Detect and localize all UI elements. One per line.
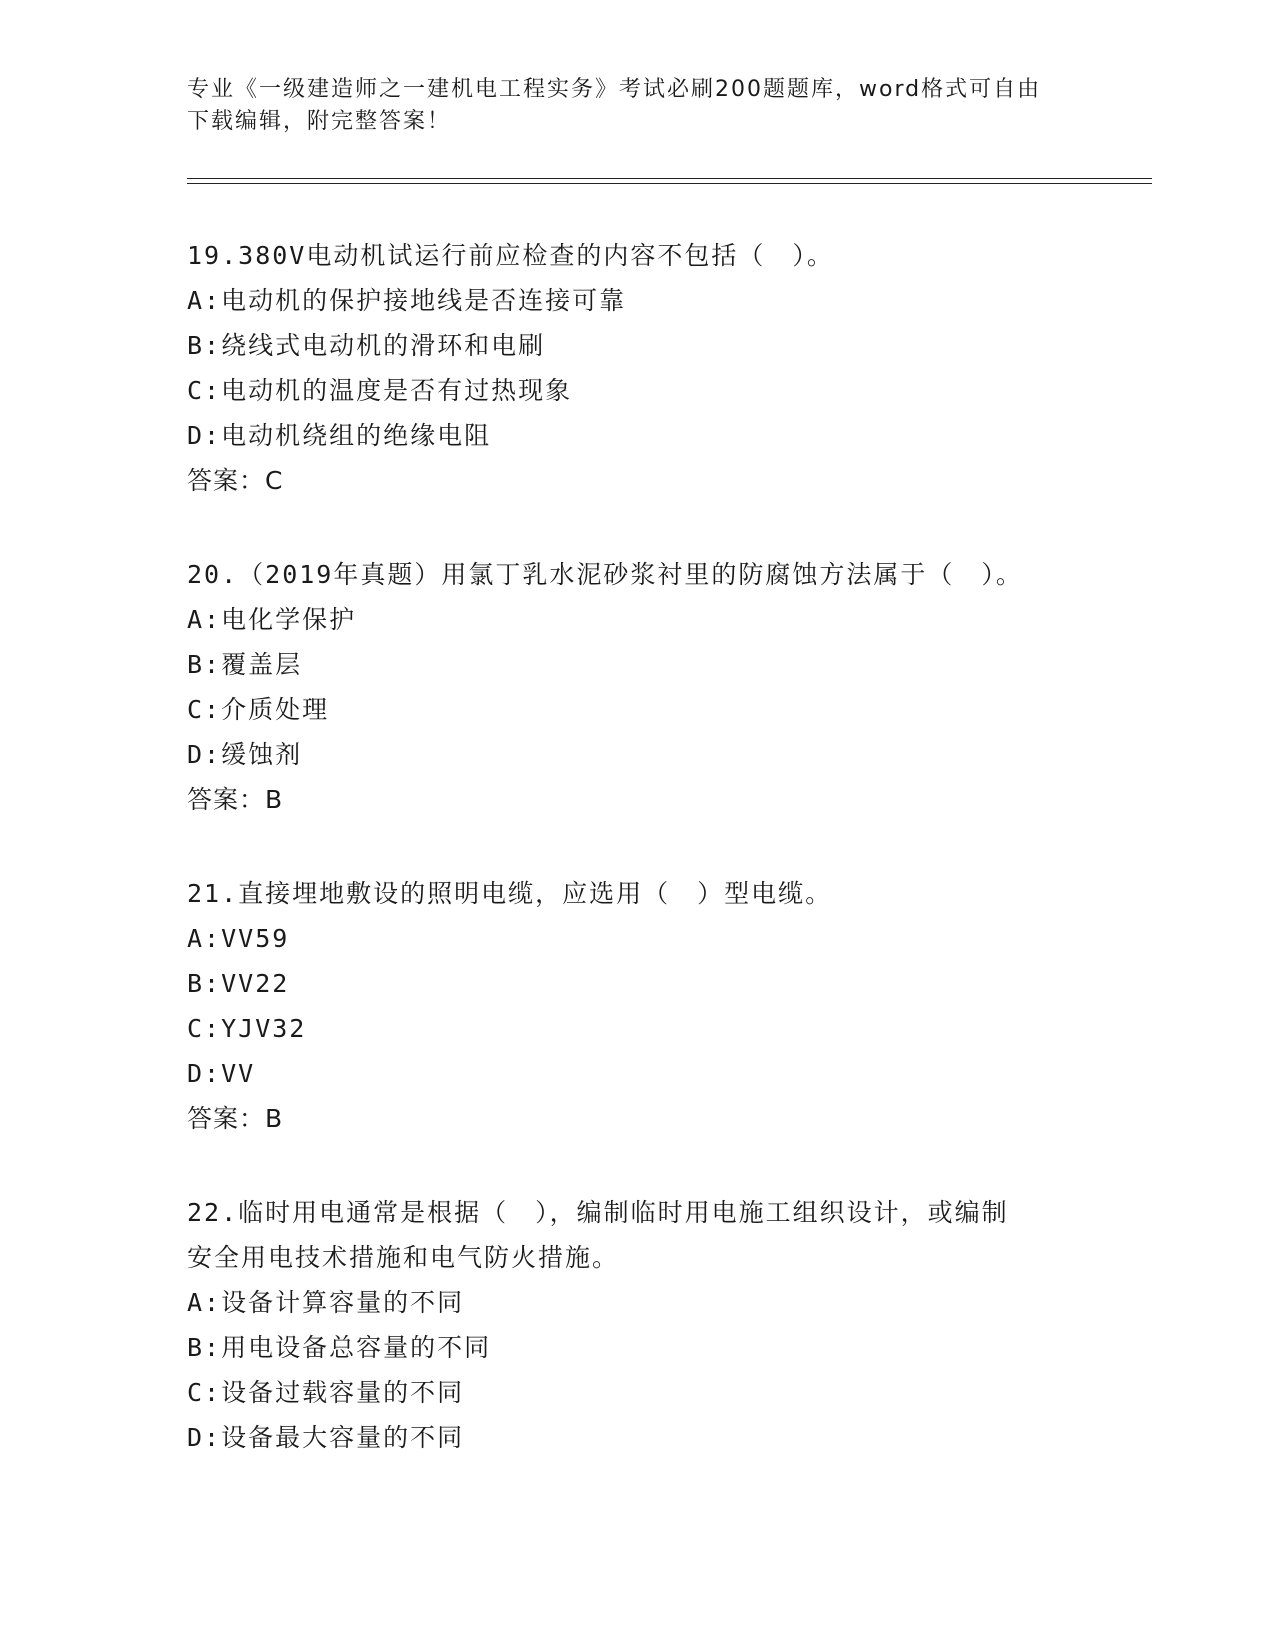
question-20 bbox=[187, 552, 1127, 822]
question-22 bbox=[187, 1190, 1127, 1460]
option-a: A:设备计算容量的不同 bbox=[187, 1288, 465, 1317]
option-d: D:VV bbox=[187, 1059, 256, 1088]
header-line-1: 专业《一级建造师之一建机电工程实务》考试必刷200题题库，word格式可自由 bbox=[187, 77, 1042, 102]
option-a: A:电动机的保护接地线是否连接可靠 bbox=[187, 286, 627, 315]
header-divider-bottom bbox=[187, 183, 1152, 184]
option-d: D:缓蚀剂 bbox=[187, 740, 303, 769]
option-b: B:绕线式电动机的滑环和电刷 bbox=[187, 331, 546, 360]
option-b: B:VV22 bbox=[187, 969, 290, 998]
answer: 答案：C bbox=[187, 466, 284, 495]
option-c: C:电动机的温度是否有过热现象 bbox=[187, 376, 573, 405]
option-b: B:用电设备总容量的不同 bbox=[187, 1333, 492, 1362]
question-stem: 21.直接埋地敷设的照明电缆，应选用（ ）型电缆。 bbox=[187, 879, 833, 908]
question-stem: 20.（2019年真题）用氯丁乳水泥砂浆衬里的防腐蚀方法属于（ ）。 bbox=[187, 560, 1023, 589]
option-d: D:设备最大容量的不同 bbox=[187, 1423, 465, 1452]
question-21 bbox=[187, 871, 1127, 1141]
document-header-note bbox=[187, 74, 1087, 138]
option-a: A:VV59 bbox=[187, 924, 290, 953]
header-line-2: 下载编辑，附完整答案！ bbox=[187, 109, 452, 134]
header-divider-top bbox=[187, 178, 1152, 179]
question-stem: 19.380V电动机试运行前应检查的内容不包括（ ）。 bbox=[187, 241, 834, 270]
question-19 bbox=[187, 233, 1127, 503]
option-c: C:介质处理 bbox=[187, 695, 330, 724]
option-c: C:YJV32 bbox=[187, 1014, 307, 1043]
answer: 答案：B bbox=[187, 1104, 284, 1133]
question-stem-line-1: 22.临时用电通常是根据（ ），编制临时用电施工组织设计，或编制 bbox=[187, 1198, 1009, 1227]
answer: 答案：B bbox=[187, 785, 284, 814]
option-c: C:设备过载容量的不同 bbox=[187, 1378, 465, 1407]
option-a: A:电化学保护 bbox=[187, 605, 357, 634]
option-b: B:覆盖层 bbox=[187, 650, 303, 679]
option-d: D:电动机绕组的绝缘电阻 bbox=[187, 421, 492, 450]
question-stem-line-2: 安全用电技术措施和电气防火措施。 bbox=[187, 1243, 620, 1272]
